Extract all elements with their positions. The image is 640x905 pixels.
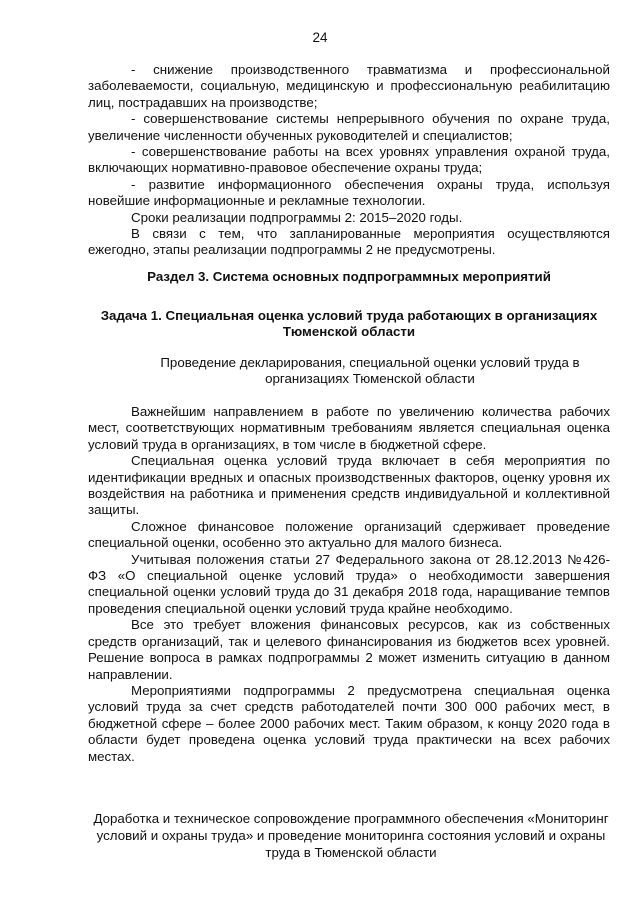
- paragraph-injury-reduction: - снижение производственного травматизма и профессиональной заболеваемости, социальную, медицинскую и профессиональную реабилитацию лиц, пострадавших на производстве;: [88, 62, 610, 110]
- paragraph-management: - совершенствование работы на всех уровнях управления охраной труда, включающих нормативно-правовое обеспечение охраны труда;: [88, 144, 610, 176]
- paragraph-assessment-content: Специальная оценка условий труда включает в себя мероприятия по идентификации вредных и опасных производственных факторов, оценку уровня их воздействия на работника и применения средств индивидуальной и коллективной защиты.: [88, 453, 610, 518]
- paragraph-federal-law: Учитывая положения статьи 27 Федерального закона от 28.12.2013 №426-ФЗ «О специальной оценке условий труда» о необходимости завершения специальной оценки условий труда до 31 декабря 2018 года, наращивание темпов проведения специальной оценки условий труда крайне необходимо.: [88, 551, 610, 616]
- section-heading: Раздел 3. Система основных подпрограммных мероприятий: [147, 269, 551, 284]
- paragraph-main-direction: Важнейшим направлением в работе по увеличению количества рабочих мест, соответствующих нормативным требованиям является специальная оценка условий труда в организациях, в том числе в бюджетной сфере.: [88, 404, 610, 452]
- bottom-heading: Доработка и техническое сопровождение программного обеспечения «Мониторинг условий и охраны труда» и проведение мониторинга состояния условий и охраны труда в Тюменской области: [93, 811, 609, 860]
- paragraph-financial-situation: Сложное финансовое положение организаций сдерживает проведение специальной оценки, особенно это актуально для малого бизнеса.: [88, 518, 610, 551]
- paragraph-funding: Все это требует вложения финансовых ресурсов, как из собственных средств организаций, так и целевого финансирования из бюджетов всех уровней. Решение вопроса в рамках подпрограммы 2 может изменить ситуацию в данном направлении.: [88, 617, 610, 682]
- subheading: Проведение декларирования, специальной оценки условий труда в организациях Тюменской области: [160, 355, 580, 387]
- task-heading: Задача 1. Специальная оценка условий труда работающих в организациях Тюменской области: [100, 308, 598, 340]
- paragraph-subprogram-measures: Мероприятиями подпрограммы 2 предусмотрена специальная оценка условий труда за счет средств работодателей почти 300 000 рабочих мест, в бюджетной сфере – более 2000 рабочих мест. Таким образом, к концу 2020 года в области будет проведена оценка условий труда практически на всех рабочих местах.: [88, 682, 610, 764]
- intro-text-block: [88, 62, 610, 259]
- page-number: 24: [312, 30, 328, 45]
- paragraph-information: - развитие информационного обеспечения охраны труда, используя новейшие информационные и рекламные технологии.: [88, 176, 610, 209]
- main-text-block: [88, 404, 610, 765]
- paragraph-stages: В связи с тем, что запланированные мероприятия осуществляются ежегодно, этапы реализации подпрограммы 2 не предусмотрены.: [88, 226, 610, 258]
- paragraph-timeline: Сроки реализации подпрограммы 2: 2015–2020 годы.: [131, 209, 463, 225]
- paragraph-training: - совершенствование системы непрерывного обучения по охране труда, увеличение численности обученных руководителей и специалистов;: [88, 111, 610, 143]
